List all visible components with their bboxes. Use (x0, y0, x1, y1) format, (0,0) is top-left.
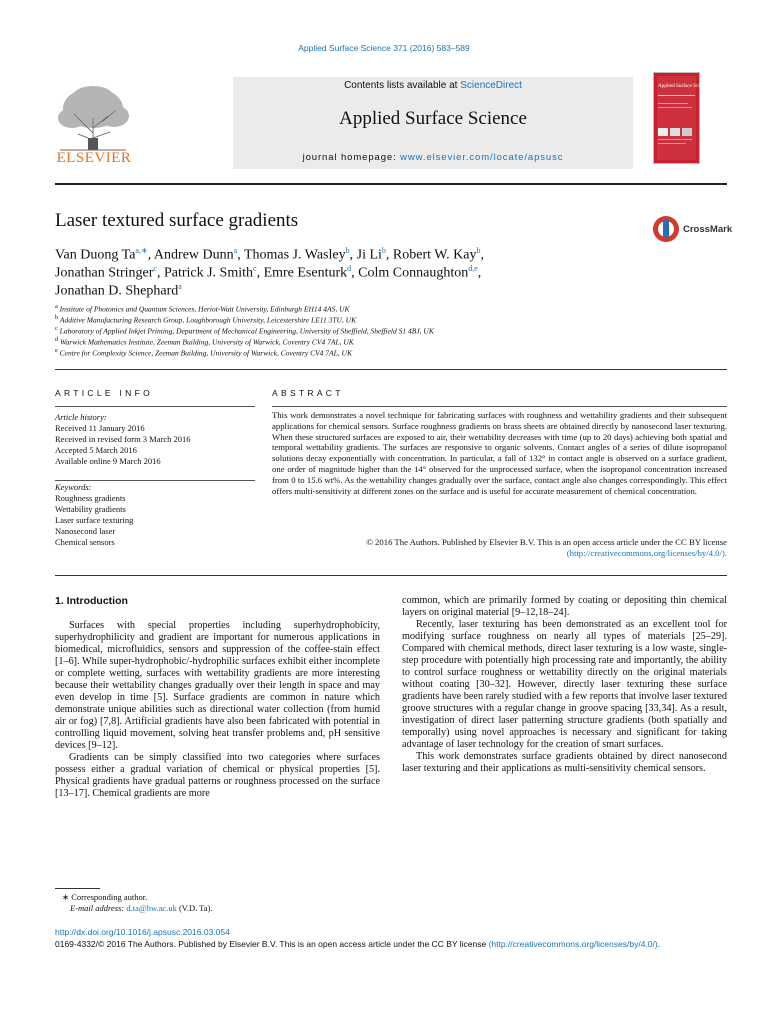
journal-homepage-link[interactable]: www.elsevier.com/locate/apsusc (400, 152, 564, 163)
paragraph: common, which are primarily formed by coating or depositing thin chemical layers on original material [9–12,18–24]. (402, 595, 727, 618)
author-separator: , (237, 247, 244, 263)
email-link[interactable]: d.ta@hw.ac.uk (126, 903, 177, 913)
author-separator: , (156, 265, 164, 281)
author-affiliation-mark[interactable]: a,∗ (135, 246, 148, 255)
cc-license-link[interactable]: (http://creativecommons.org/licenses/by/4.0/). (566, 548, 727, 558)
header-rule (55, 183, 727, 185)
section-rule (55, 369, 727, 370)
author-separator: , (351, 265, 359, 281)
abstract-rule (272, 406, 727, 407)
sciencedirect-link[interactable]: ScienceDirect (460, 80, 522, 91)
cc-license-link-footer[interactable]: (http://creativecommons.org/licenses/by/4.0/) (488, 939, 658, 949)
history-item: Received 11 January 2016 (55, 423, 145, 433)
keyword-item: Laser surface texturing (55, 515, 134, 525)
body-rule (55, 575, 727, 576)
journal-reference-link[interactable]: Applied Surface Science 371 (2016) 583–589 (298, 43, 470, 53)
journal-cover-thumbnail[interactable] (653, 72, 710, 164)
author-separator: , (477, 265, 482, 281)
author-name: Emre Esenturk (263, 265, 348, 281)
elsevier-wordmark: ELSEVIER (56, 150, 132, 166)
affiliation: $^d$ Warwick Mathematics Institute, Zeeman Building, University of Warwick, Coventry CV4 7AL, UK (55, 336, 354, 347)
cover-image (654, 73, 710, 163)
doi-link[interactable]: http://dx.doi.org/10.1016/j.apsusc.2016.03.054 (55, 927, 230, 937)
author-name: Jonathan Stringer (55, 265, 154, 281)
author-affiliation-mark[interactable]: c (253, 264, 257, 273)
paragraph: This work demonstrates surface gradients obtained by direct nanosecond laser texturing and their applications as multi-sensitivity chemical sensors. (402, 751, 727, 774)
copyright-line: 0169-4332/© 2016 The Authors. Published by Elsevier B.V. This is an open access article under the CC BY license (http://creativecommons.org/licenses/by/4.0/). (55, 939, 661, 949)
author-name: Jonathan D. Shephard (55, 283, 179, 299)
cover-title: Applied Surface Science (658, 83, 710, 89)
contents-line: Contents lists available at ScienceDirect (344, 80, 522, 91)
affiliation: $^b$ Additive Manufacturing Research Group, Loughborough University, Leicestershire LE11 3TU, UK (55, 314, 357, 325)
article-history-label: Article history: (55, 412, 107, 422)
author-affiliation-mark[interactable]: b (381, 246, 386, 255)
abstract-heading: ABSTRACT (272, 388, 344, 398)
journal-title: Applied Surface Science (339, 108, 527, 129)
history-item: Available online 9 March 2016 (55, 456, 161, 466)
affiliation: $^c$ Laboratory of Applied Inkjet Printing, Department of Mechanical Engineering, University of Sheffield, Sheffield S1 4BJ, UK (55, 325, 434, 336)
author-name: Van Duong Ta (55, 247, 136, 263)
author-separator: , (385, 247, 393, 263)
article-title: Laser textured surface gradients (55, 210, 299, 231)
affiliation: $^a$ Institute of Photonics and Quantum Sciences, Heriot-Watt University, Edinburgh EH14 4AS, UK (55, 303, 350, 314)
keyword-item: Chemical sensors (55, 537, 115, 547)
author-affiliation-mark[interactable]: d (347, 264, 352, 273)
author-list-line-3 (55, 278, 735, 301)
abstract-text: This work demonstrates a novel technique for fabricating surfaces with roughness and wettability gradients and their subsequent applications for chemical sensors. Surface roughness gradients on brass sheets are obtained directly by nanosecond laser texturing. When these structured surfaces are exposed to air, their wettability decreases with time (up to 20 days) achieving both spatial and temporal wettability gradients. The surfaces are responsive to organic solvents. Contact angles of a series of dilute isopropanol solutions decay exponentially with concentration. In particular, a fall of 132° in contact angle is observed on a surface gradient, one order of magnitude higher than the 14° observed for the unprocessed surface, when the isopropanol concentration increased from 0 to 15.6 wt%. As the wettability changes gradually over the surface, contact angle also changes correspondingly. This effect offers multi-sensitivity at different zones on the surface and is useful for accurate measurement of chemical concentration. (272, 410, 727, 496)
abstract-license: © 2016 The Authors. Published by Elsevier B.V. This is an open access article under the CC BY license (http://creativecommons.org/licenses/by/4.0/). (366, 537, 727, 558)
author-separator: , (349, 247, 357, 263)
crossmark-label[interactable]: CrossMark (683, 224, 733, 235)
keywords-rule (55, 480, 255, 481)
author-name: Thomas J. Wasley (243, 247, 346, 263)
paragraph: Gradients can be simply classified into two categories where surfaces possess either a gradual variation of chemical or physical properties [5]. Physical gradients have gradual patterns or roughness processed on the surface [13–17]. Chemical gradients are more (55, 752, 380, 799)
history-item: Accepted 5 March 2016 (55, 445, 137, 455)
author-name: Robert W. Kay (392, 247, 477, 263)
author-affiliation-mark[interactable]: d,e (468, 264, 478, 273)
footnote-rule (55, 888, 100, 889)
article-info-heading: ARTICLE INFO (55, 388, 154, 398)
keyword-item: Nanosecond laser (55, 526, 116, 536)
author-affiliation-mark[interactable]: b (476, 246, 481, 255)
author-affiliation-mark[interactable]: b (345, 246, 350, 255)
author-name: Patrick J. Smith (163, 265, 253, 281)
keywords-label: Keywords: (55, 482, 92, 492)
author-name: Ji Li (356, 247, 382, 263)
author-affiliation-mark[interactable]: a (233, 246, 238, 255)
author-affiliation-mark[interactable]: c (153, 264, 157, 273)
affiliation: $^e$ Centre for Complexity Science, Zeeman Building, University of Warwick, Coventry CV4 7AL, UK (55, 347, 352, 358)
author-separator: , (480, 247, 485, 263)
body-column-right (402, 595, 727, 775)
email-note: E-mail address: d.ta@hw.ac.uk (V.D. Ta). (70, 903, 213, 913)
corresponding-author-note: ∗ Corresponding author. (62, 892, 148, 902)
keyword-item: Roughness gradients (55, 493, 126, 503)
history-item: Received in revised form 3 March 2016 (55, 434, 191, 444)
introduction-heading: 1. Introduction (55, 595, 128, 607)
author-name: Colm Connaughton (358, 265, 469, 281)
author-name: Andrew Dunn (153, 247, 234, 263)
author-separator: , (147, 247, 154, 263)
article-info-rule (55, 406, 255, 407)
paragraph: Surfaces with special properties including superhydrophobicity, superhydrophilicity and gradient are important for numerous applications in biomedical, microfluidics, sensors and suppression of the coffee-stain effect [1–6]. While super-hydrophobic/-hydrophilic surfaces exhibit either incomplete or complete wetting, surfaces with wettability gradients are more interesting because their wettability changes gradually over their length in space and may even develop in time [5]. Surface gradients are common in nature which demonstrate unique abilities such as directional water collection (from humid air or fog) [7,8]. Artificial gradients have also been fabricated with potential in controlling liquid movement, solving heat transfer problems and, pH sensitive devices [9–12]. (55, 620, 380, 751)
paragraph: Recently, laser texturing has been demonstrated as an excellent tool for modifying surface roughness on nearly all types of materials [25–29]. Compared with chemical methods, direct laser texturing is a low waste, single-step procedure with potentially high processing rate and importantly, the ability to control surface roughness or wettability directly on the original materials without coating [30–32]. However, directly laser texturing these surface gradients have been rarely studied with a few reports that involve laser textured groove structures with a regular change in groove spacing [33,34]. As a result, investigation of direct laser patterning structure gradients (both spatially and temporally) using novel approaches is necessary and significant for taking advantage of laser technology for the creation of smart surfaces. (402, 619, 727, 750)
body-column-left (55, 620, 380, 800)
author-affiliation-mark[interactable]: a (178, 282, 182, 291)
author-separator: , (256, 265, 264, 281)
journal-homepage-line: journal homepage: www.elsevier.com/locate/apsusc (302, 152, 564, 163)
keyword-item: Wettability gradients (55, 504, 126, 514)
